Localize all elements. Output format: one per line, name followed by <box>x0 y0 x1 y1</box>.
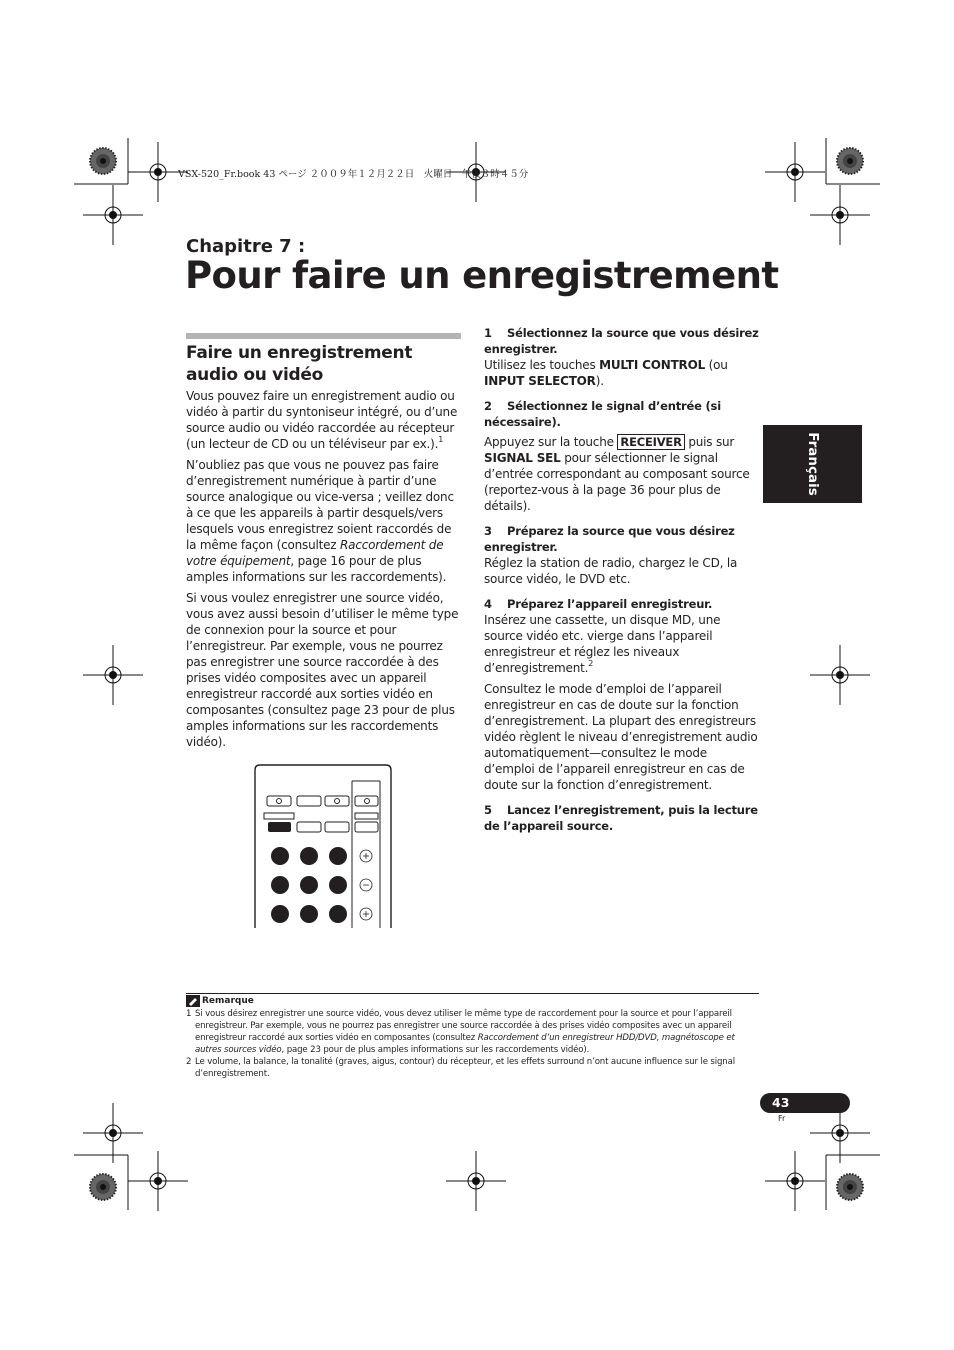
step-2-body: Appuyez sur la touche RECEIVER puis sur SIGNAL SEL pour sélectionner le signal d’entrée correspondant au composant source (reportez-vous à la page 36 pour plus de détails). <box>484 435 750 513</box>
step-1 <box>484 325 760 389</box>
step-3-heading: 3 Préparez la source que vous désirez enregistrer. <box>484 524 735 554</box>
chapter-title: Pour faire un enregistrement <box>185 254 779 297</box>
note-icon <box>186 995 200 1007</box>
paragraph-video: Si vous voulez enregistrer une source vidéo, vous avez aussi besoin d’utiliser le même type de connexion pour la source et pour l’enregistreur. Par exemple, vous ne pourrez pas enregistrer une source raccordée à des prises vidéo composites avec un appareil enregistreur raccordé aux sorties vidéo en composantes (consultez page 23 pour de plus amples informations sur les raccordements vidéo). <box>186 591 459 749</box>
book-header-line: VSX-520_Fr.book 43 ページ ２００９年１２月２２日 火曜日 午後３時４５分 <box>178 169 529 180</box>
chapter-label: Chapitre 7 : <box>186 236 306 257</box>
footnote-ref-2: 2 <box>588 659 594 668</box>
section-bar <box>186 333 461 339</box>
footnote-1: 1 Si vous désirez enregistrer une source vidéo, vous devez utiliser le même type de raccordement pour la source et pour l’appareil enregistreur. Par exemple, vous ne pourrez pas enregistrer une source raccordée à des prises vidéo composites avec un appareil enregistreur raccordé aux sorties vidéo en composantes (consultez Raccordement d’un enregistreur HDD/DVD, magnétoscope et autres sources vidéo, page 23 pour de plus amples informations sur les raccordements vidéo). <box>186 1009 735 1055</box>
step-2-heading: 2 Sélectionnez le signal d’entrée (si nécessaire). <box>484 399 721 429</box>
footnote-2: 2 Le volume, la balance, la tonalité (graves, aigus, contour) du récepteur, et les effets surround n’ont aucune influence sur le signal d’enregistrement. <box>186 1057 735 1079</box>
page-language: Fr <box>778 1114 786 1123</box>
step-1-heading: 1 Sélectionnez la source que vous désirez enregistrer. <box>484 326 759 356</box>
footnote-ref-1: 1 <box>438 435 444 444</box>
step-3 <box>484 523 760 587</box>
language-side-tab <box>763 425 862 503</box>
step-5-heading: 5 Lancez l’enregistrement, puis la lecture de l’appareil source. <box>484 803 758 833</box>
left-column <box>186 388 462 750</box>
right-column <box>484 325 760 834</box>
step-5 <box>484 802 760 834</box>
notes-title: Remarque <box>202 996 254 1006</box>
step-4 <box>484 596 760 793</box>
notes-divider <box>186 993 759 994</box>
step-3-body: Réglez la station de radio, chargez le CD, la source vidéo, le DVD etc. <box>484 556 738 586</box>
step-2 <box>484 398 760 514</box>
paragraph-digital: N’oubliez pas que vous ne pouvez pas faire d’enregistrement numérique à partir d’une source analogique ou vice-versa ; veillez donc à ce que les appareils à partir desquels/vers lesquels vous enregistrez soient raccordés de la même façon (consultez Raccordement de votre équipement, page 16 pour de plus amples informations sur les raccordements). <box>186 458 454 584</box>
step-4-heading: 4 Préparez l’appareil enregistreur. <box>484 597 713 611</box>
remote-control-illustration <box>252 763 394 928</box>
section-title: Faire un enregistrement audio ou vidéo <box>186 343 413 385</box>
step-4-body-2: Consultez le mode d’emploi de l’appareil enregistreur en cas de doute sur la fonction d’enregistrement. La plupart des enregistreurs vidéo règlent le niveau d’enregistrement audio automatiquement—consultez le mode d’emploi de l’appareil enregistreur en cas de doute sur la fonction d’enregistrement. <box>484 682 758 792</box>
paragraph-intro: Vous pouvez faire un enregistrement audio ou vidéo à partir du syntoniseur intégré, ou d’une source audio ou vidéo raccordée au récepteur (un lecteur de CD ou un téléviseur par ex.).$^1$ <box>186 389 458 451</box>
step-1-body: Utilisez les touches MULTI CONTROL (ou INPUT SELECTOR). <box>484 358 728 388</box>
page-number: 43 <box>772 1095 790 1110</box>
language-label: Français <box>804 432 821 496</box>
step-4-body: Insérez une cassette, un disque MD, une source vidéo etc. vierge dans l’appareil enregistreur et réglez les niveaux d’enregistrement.$^2$ <box>484 613 721 675</box>
receiver-key-box: RECEIVER <box>617 434 684 450</box>
